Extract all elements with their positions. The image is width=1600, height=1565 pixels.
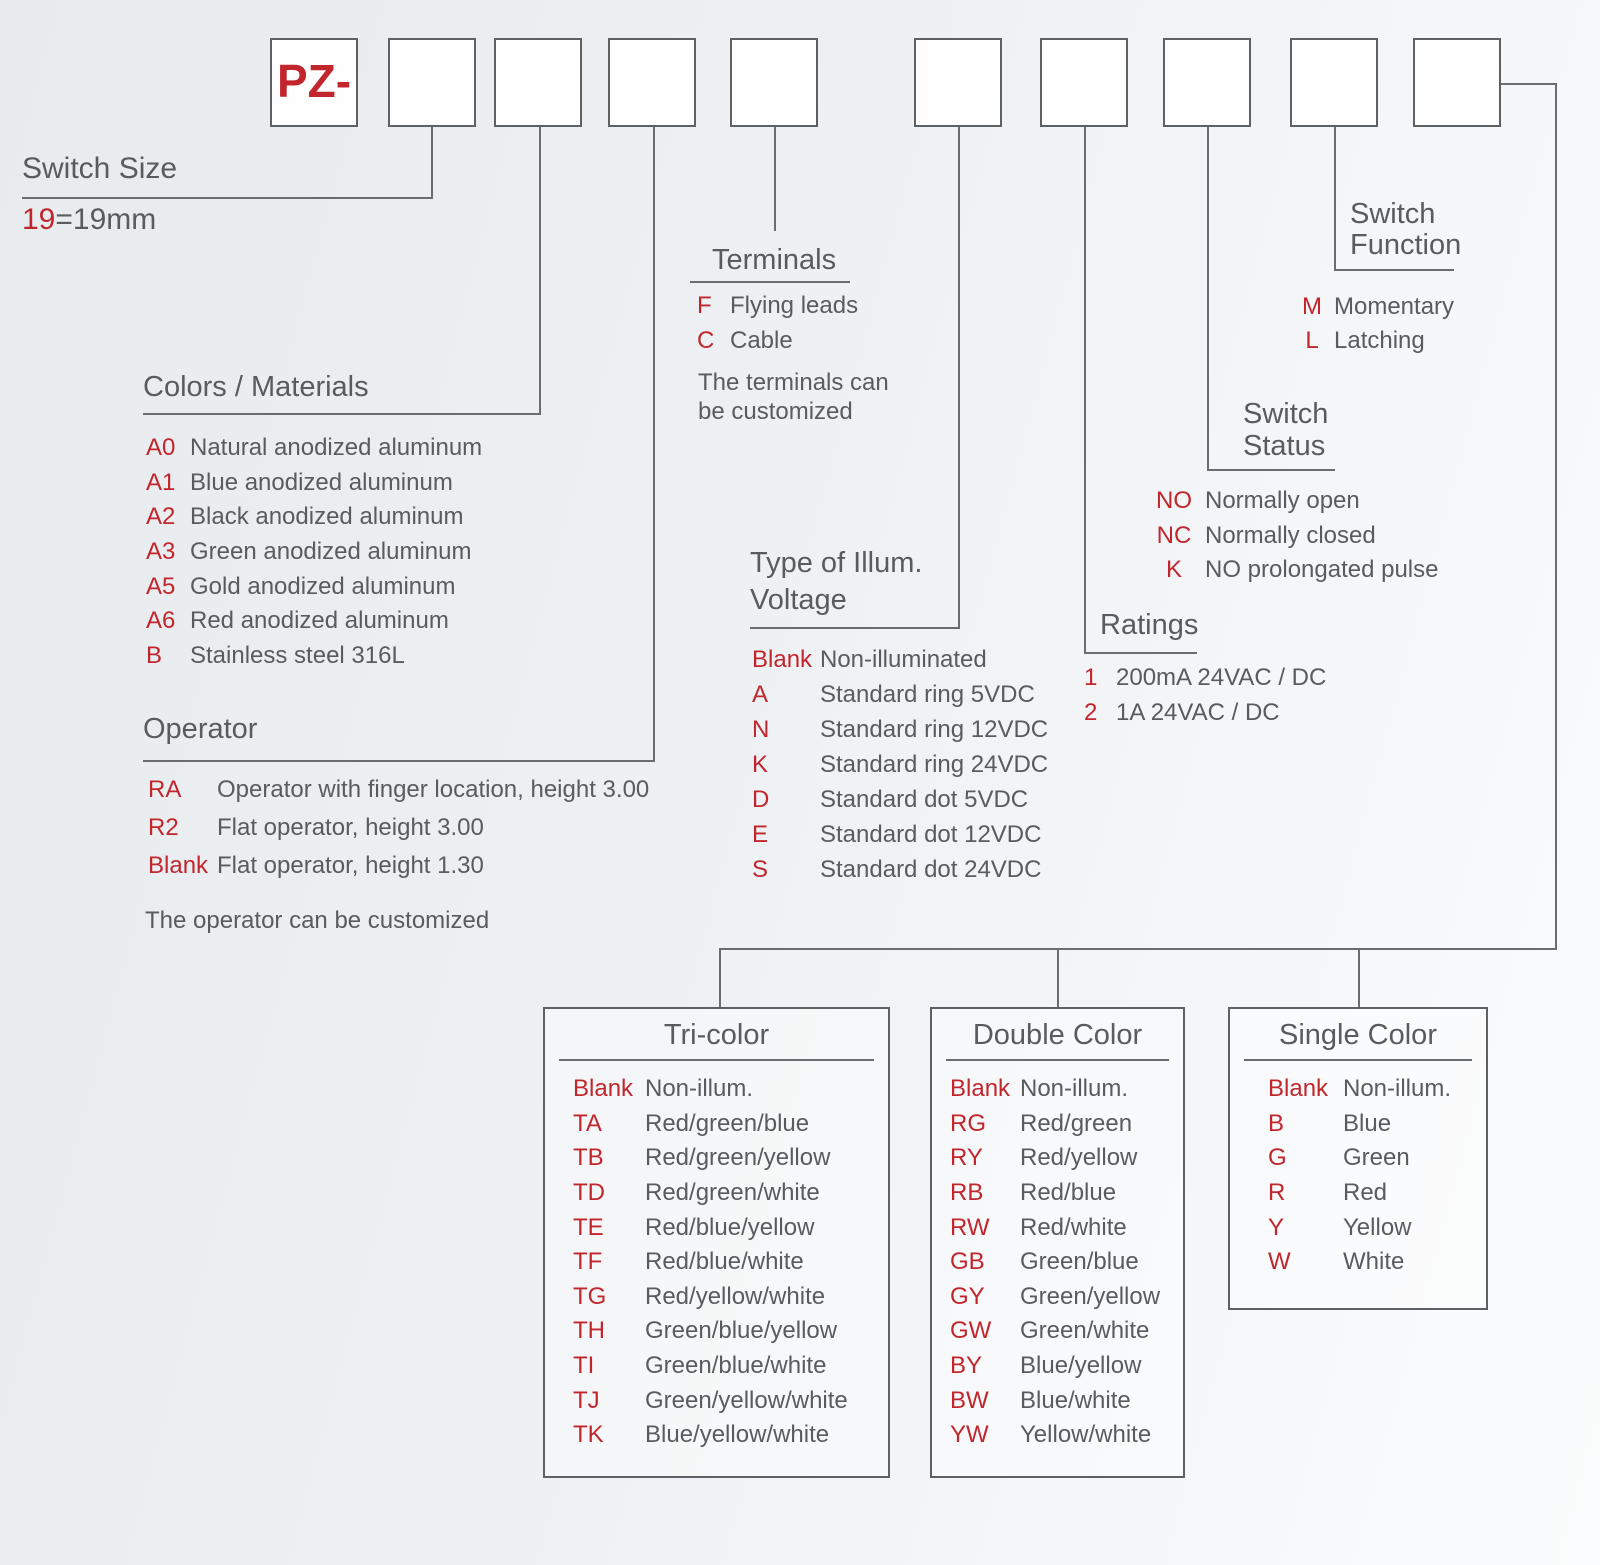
option-desc: Latching (1334, 327, 1425, 354)
option-code: TA (573, 1109, 602, 1137)
option-code: R (1268, 1179, 1286, 1207)
option-code: RA (148, 776, 182, 803)
list-item (573, 1176, 848, 1211)
option-desc: Gold anodized aluminum (190, 572, 456, 600)
illumination-title-line2: Voltage (750, 584, 847, 616)
list-item (752, 677, 1048, 712)
option-code: GW (950, 1317, 992, 1345)
switch-status-title-line1: Switch (1243, 398, 1329, 430)
option-code: RB (950, 1179, 984, 1207)
option-code: K (752, 750, 769, 778)
option-code: BY (950, 1352, 983, 1380)
option-code: D (752, 785, 770, 813)
option-code: TK (573, 1421, 604, 1449)
switch-size-value (22, 203, 156, 237)
list-item (146, 500, 482, 535)
option-code: Blank (1268, 1075, 1329, 1103)
option-desc: Non-illuminated (820, 645, 987, 673)
option-desc: Standard ring 5VDC (820, 680, 1035, 708)
connector-drop-double-color (1057, 948, 1059, 1007)
list-item (697, 288, 858, 323)
connector-status-vertical (1207, 127, 1209, 469)
option-desc: Standard ring 24VDC (820, 750, 1049, 778)
list-item (950, 1280, 1160, 1315)
option-desc: Red/yellow (1020, 1144, 1138, 1172)
option-code: Blank (148, 852, 209, 879)
list-item (146, 466, 482, 501)
connector-led-distributor (719, 948, 1557, 950)
option-code: 2 (1084, 698, 1098, 726)
list-item (1268, 1245, 1451, 1280)
connector-drop-single-color (1358, 948, 1360, 1007)
option-code: A1 (146, 468, 176, 496)
illumination-title (750, 545, 922, 619)
list-item (950, 1418, 1160, 1453)
option-desc: Green/blue (1020, 1248, 1139, 1276)
option-code: F (697, 291, 712, 319)
option-desc: Flat operator, height 1.30 (217, 852, 484, 879)
option-desc: Standard dot 12VDC (820, 820, 1042, 848)
list-item (573, 1141, 848, 1176)
list-item (950, 1383, 1160, 1418)
list-item (148, 809, 649, 847)
list-item (1084, 660, 1326, 695)
list-item (697, 323, 858, 358)
option-desc: Red/blue (1020, 1179, 1117, 1207)
list-item (1148, 484, 1438, 519)
option-desc: Green/yellow (1020, 1282, 1161, 1310)
option-code: TF (573, 1248, 603, 1276)
switch-function-list (1290, 290, 1454, 358)
option-desc: Blue/white (1020, 1386, 1131, 1414)
option-desc: Red/green/white (645, 1179, 820, 1207)
option-code: Blank (573, 1075, 634, 1103)
option-desc: Red anodized aluminum (190, 607, 449, 635)
double-color-title: Double Color (972, 1019, 1143, 1051)
list-item (950, 1314, 1160, 1349)
terminals-note-line2: be customized (698, 398, 853, 425)
option-code: Blank (950, 1075, 1011, 1103)
option-desc: Green/yellow/white (645, 1386, 848, 1414)
code-box-switch-function (1290, 38, 1378, 127)
option-desc: 200mA 24VAC / DC (1116, 663, 1327, 691)
switch-size-desc: =19mm (55, 203, 157, 236)
option-desc: Standard ring 12VDC (820, 715, 1049, 743)
option-code: A2 (146, 503, 176, 531)
list-item (1268, 1210, 1451, 1245)
option-desc: Green (1343, 1144, 1410, 1172)
option-desc: Blue anodized aluminum (190, 468, 453, 496)
option-desc: Non-illum. (1020, 1075, 1129, 1103)
colors-materials-title: Colors / Materials (143, 371, 369, 403)
list-item (752, 817, 1048, 852)
option-desc: Green/blue/white (645, 1352, 827, 1380)
connector-illumination-underline (750, 627, 960, 629)
connector-operator-underline (143, 760, 655, 762)
tri-color-underline (559, 1059, 874, 1061)
connector-led-vertical (1555, 83, 1557, 948)
option-desc: Standard dot 24VDC (820, 855, 1042, 883)
connector-ratings-underline (1084, 652, 1197, 654)
list-item (573, 1383, 848, 1418)
ratings-list (1084, 660, 1326, 730)
connector-size-vertical (431, 127, 433, 197)
list-item (752, 747, 1048, 782)
code-box-color-material (494, 38, 582, 127)
option-desc: Flat operator, height 3.00 (217, 814, 484, 841)
switch-status-title (1243, 398, 1328, 462)
option-code: GY (950, 1282, 985, 1310)
single-color-underline (1244, 1059, 1472, 1061)
option-desc: White (1343, 1248, 1405, 1276)
list-item (148, 847, 649, 885)
option-code: 1 (1084, 663, 1098, 691)
option-desc: Red/green/yellow (645, 1144, 831, 1172)
option-code: BW (950, 1386, 989, 1414)
list-item (146, 639, 482, 674)
double-color-list (950, 1072, 1160, 1453)
prefix-box (270, 38, 358, 127)
switch-status-title-line2: Status (1243, 430, 1326, 462)
option-desc: Blue/yellow (1020, 1352, 1142, 1380)
option-code: A6 (146, 607, 176, 635)
list-item (1290, 290, 1454, 324)
list-item (573, 1280, 848, 1315)
option-code: TE (573, 1213, 604, 1241)
terminals-note (698, 368, 889, 426)
connector-function-vertical (1334, 127, 1336, 269)
list-item (573, 1245, 848, 1280)
option-code: S (752, 855, 769, 883)
option-code: NO (1156, 487, 1192, 515)
list-item (573, 1349, 848, 1384)
option-code: NC (1156, 521, 1192, 549)
list-item (1148, 553, 1438, 588)
single-color-list (1268, 1072, 1451, 1280)
option-desc: Red/blue/white (645, 1248, 804, 1276)
option-code: Blank (752, 645, 813, 673)
option-code: RY (950, 1144, 983, 1172)
illumination-list (752, 642, 1048, 887)
list-item (950, 1141, 1160, 1176)
double-color-underline (946, 1059, 1169, 1061)
list-item (146, 535, 482, 570)
option-desc: Red (1343, 1179, 1388, 1207)
option-desc: Red/green (1020, 1109, 1133, 1137)
terminals-underline (690, 281, 850, 283)
illumination-title-line1: Type of Illum. (750, 547, 923, 579)
list-item (950, 1210, 1160, 1245)
option-desc: Green anodized aluminum (190, 538, 472, 566)
terminals-list (697, 288, 858, 358)
switch-function-title-line2: Function (1350, 229, 1462, 261)
code-box-ratings (1040, 38, 1128, 127)
option-code: A (752, 680, 769, 708)
option-desc: Red/blue/yellow (645, 1213, 815, 1241)
option-desc: Red/yellow/white (645, 1282, 826, 1310)
switch-function-title-line1: Switch (1350, 198, 1436, 230)
connector-illumination-vertical (958, 127, 960, 627)
connector-ratings-vertical (1084, 127, 1086, 652)
list-item (752, 642, 1048, 677)
option-code: R2 (148, 814, 179, 841)
option-desc: Blue/yellow/white (645, 1421, 830, 1449)
list-item (752, 712, 1048, 747)
tri-color-list (573, 1072, 848, 1453)
list-item (752, 852, 1048, 887)
list-item (950, 1072, 1160, 1107)
option-desc: 1A 24VAC / DC (1116, 698, 1280, 726)
option-desc: Flying leads (730, 291, 859, 319)
option-code: E (752, 820, 769, 848)
terminals-note-line1: The terminals can (698, 369, 889, 396)
option-code: TB (573, 1144, 604, 1172)
switch-size-code: 19 (22, 203, 56, 236)
option-code: TJ (573, 1386, 600, 1414)
option-desc: Momentary (1334, 293, 1455, 320)
option-desc: Red/green/blue (645, 1109, 810, 1137)
option-desc: Non-illum. (1343, 1075, 1452, 1103)
switch-function-title (1350, 199, 1461, 261)
code-box-size (388, 38, 476, 127)
list-item (146, 604, 482, 639)
list-item (1268, 1107, 1451, 1142)
list-item (1268, 1176, 1451, 1211)
option-code: RG (950, 1109, 986, 1137)
option-desc: Normally open (1205, 487, 1360, 515)
option-code: TH (573, 1317, 605, 1345)
single-color-title: Single Color (1279, 1019, 1437, 1051)
list-item (146, 431, 482, 466)
option-code: A0 (146, 434, 176, 462)
option-desc: Yellow/white (1020, 1421, 1152, 1449)
connector-size-underline (22, 197, 433, 199)
option-code: TD (573, 1179, 605, 1207)
operator-list (148, 771, 649, 885)
list-item (1268, 1141, 1451, 1176)
list-item (573, 1107, 848, 1142)
option-code: A5 (146, 572, 176, 600)
list-item (950, 1245, 1160, 1280)
part-prefix: PZ- (276, 55, 352, 107)
list-item (1290, 324, 1454, 358)
option-code: L (1305, 327, 1319, 354)
operator-note: The operator can be customized (145, 907, 490, 934)
option-code: TI (573, 1352, 595, 1380)
option-code: M (1302, 293, 1322, 320)
option-desc: Standard dot 5VDC (820, 785, 1029, 813)
code-box-operator (608, 38, 696, 127)
list-item (1148, 519, 1438, 554)
list-item (1084, 695, 1326, 730)
list-item (950, 1176, 1160, 1211)
list-item (573, 1418, 848, 1453)
option-code: K (1165, 556, 1182, 584)
option-code: GB (950, 1248, 985, 1276)
list-item (573, 1072, 848, 1107)
connector-drop-tri-color (719, 948, 721, 1007)
option-code: B (146, 641, 163, 669)
connector-status-underline (1207, 469, 1335, 471)
list-item (752, 782, 1048, 817)
option-desc: Green/white (1020, 1317, 1150, 1345)
switch-status-list (1148, 484, 1438, 588)
option-code: Y (1268, 1213, 1285, 1241)
connector-colors-underline (143, 413, 541, 415)
option-code: YW (950, 1421, 989, 1449)
connector-function-underline (1334, 269, 1454, 271)
code-box-switch-status (1163, 38, 1251, 127)
list-item (573, 1210, 848, 1245)
option-code: G (1268, 1144, 1287, 1172)
option-desc: Natural anodized aluminum (190, 434, 483, 462)
option-desc: Red/white (1020, 1213, 1127, 1241)
code-box-led-color (1413, 38, 1501, 127)
option-desc: NO prolongated pulse (1205, 556, 1439, 584)
list-item (1268, 1072, 1451, 1107)
list-item (146, 569, 482, 604)
list-item (148, 771, 649, 809)
switch-size-title: Switch Size (22, 152, 178, 185)
option-desc: Cable (730, 326, 793, 354)
option-desc: Blue (1343, 1109, 1392, 1137)
option-desc: Yellow (1343, 1213, 1412, 1241)
connector-led-elbow (1501, 83, 1557, 85)
operator-title: Operator (143, 713, 258, 745)
terminals-title: Terminals (712, 244, 837, 276)
option-code: B (1268, 1109, 1285, 1137)
option-code: A3 (146, 538, 176, 566)
connector-colors-vertical (539, 127, 541, 413)
list-item (950, 1107, 1160, 1142)
list-item (950, 1349, 1160, 1384)
code-box-illumination (914, 38, 1002, 127)
ratings-title: Ratings (1100, 609, 1199, 641)
option-desc: Normally closed (1205, 521, 1376, 549)
code-box-terminals (730, 38, 818, 127)
option-code: C (697, 326, 715, 354)
option-desc: Green/blue/yellow (645, 1317, 838, 1345)
option-code: W (1268, 1248, 1291, 1276)
colors-materials-list (146, 431, 482, 673)
option-code: RW (950, 1213, 990, 1241)
list-item (573, 1314, 848, 1349)
tri-color-title: Tri-color (663, 1019, 770, 1051)
connector-terminals-vertical (774, 127, 776, 231)
option-code: TG (573, 1282, 607, 1310)
option-desc: Operator with finger location, height 3.00 (217, 776, 650, 803)
option-desc: Stainless steel 316L (190, 641, 405, 669)
option-code: N (752, 715, 770, 743)
option-desc: Non-illum. (645, 1075, 754, 1103)
connector-operator-vertical (653, 127, 655, 760)
option-desc: Black anodized aluminum (190, 503, 464, 531)
